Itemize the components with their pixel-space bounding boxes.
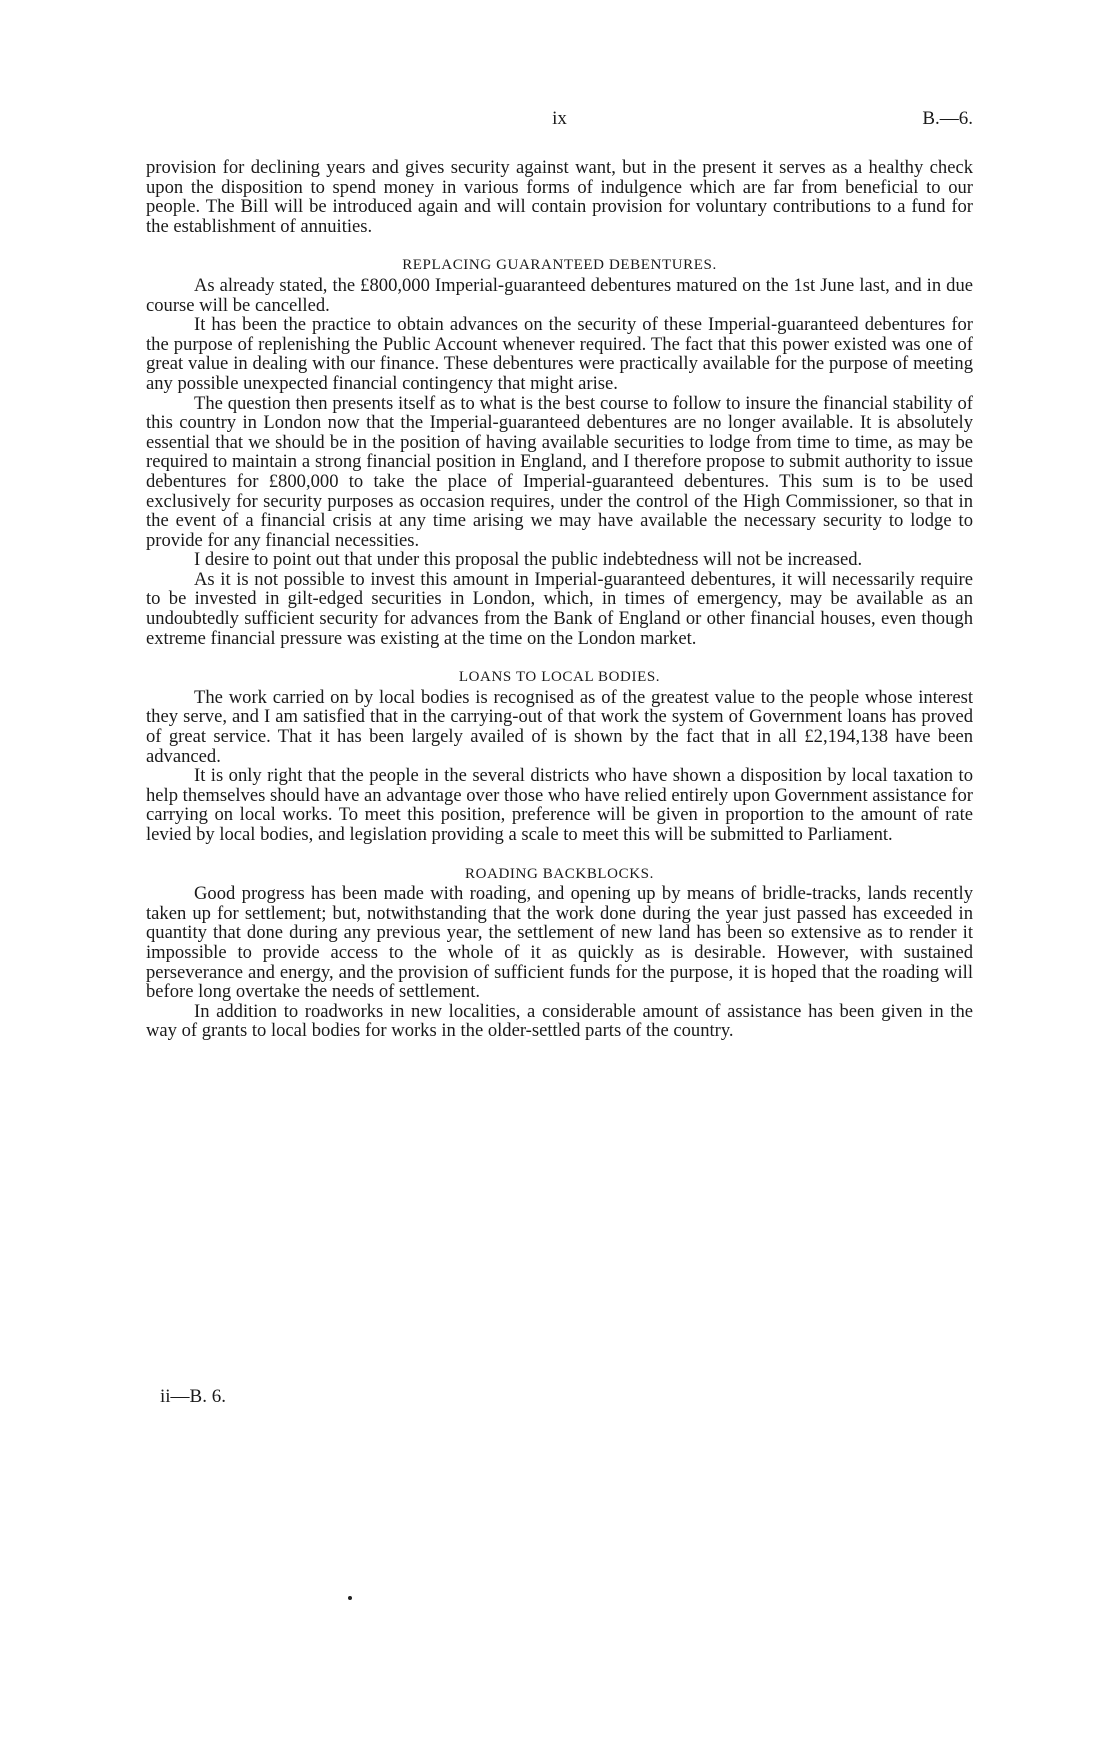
paragraph: As it is not possible to invest this amount in Imperial-guaranteed debentures, it will necessarily require to be invested in gilt-edged securities in London, which, in times of emergency, may be available as an undoubtedly sufficient security for advances from the Bank of England or other financial houses, even though extreme financial pressure was existing at the time on the London market.	[146, 568, 973, 649]
paragraph: The question then presents itself as to what is the best course to follow to insure the financial stability of this country in London now that the Imperial-guaranteed debentures are no longer available. It is absolutely essential that we should be in the position of having available securities to lodge from time to time, as may be required to maintain a strong financial position in England, and I therefore propose to submit authority to issue debentures for £800,000 to take the place of Imperial-guaranteed debentures. This sum is to be used exclusively for security purposes as occasion requires, under the control of the High Commissioner, so that in the event of a financial crisis at any time arising we may have available the necessary security to lodge to provide for any financial necessities.	[146, 392, 973, 551]
page-header	[146, 108, 973, 132]
paragraph: The work carried on by local bodies is recognised as of the greatest value to the people whose interest they serve, and I am satisfied that in the carrying-out of that work the system of Government loans has proved of great service. That it has been largely availed of is shown by the fact that in all £2,194,138 have been advanced.	[146, 686, 973, 767]
paragraph: As already stated, the £800,000 Imperial-guaranteed debentures matured on the 1st June last, and in due course will be cancelled.	[146, 274, 973, 316]
intro-paragraph: provision for declining years and gives security against want, but in the present it serves as a healthy check upon the disposition to spend money in various forms of indulgence which are far from beneficial to our people. The Bill will be introduced again and will contain provision for voluntary contributions to a fund for the establishment of annuities.	[146, 157, 973, 237]
print-dot	[348, 1596, 352, 1600]
paper-reference: B.—6.	[922, 108, 973, 129]
signature-mark: ii—B. 6.	[160, 1386, 226, 1407]
section-heading-debentures: REPLACING GUARANTEED DEBENTURES.	[402, 257, 717, 274]
section-heading-roading: ROADING BACKBLOCKS.	[465, 865, 654, 882]
section-heading-loans: LOANS TO LOCAL BODIES.	[458, 669, 661, 686]
document-body	[146, 158, 973, 1041]
paragraph: I desire to point out that under this proposal the public indebtedness will not be increased.	[194, 549, 863, 571]
paragraph: Good progress has been made with roading, and opening up by means of bridle-tracks, lands recently taken up for settlement; but, notwithstanding that the work done during the year just passed has exceeded in quantity that done during any previous year, the settlement of new land has been so extensive as to render it impossible to provide access to the whole of it as quickly as is desirable. However, with sustained perseverance and energy, and the provision of sufficient funds for the purpose, it is hoped that the roading will before long overtake the needs of settlement.	[146, 883, 973, 1003]
paragraph: It is only right that the people in the several districts who have shown a disposition by local taxation to help themselves should have an advantage over those who have relied entirely upon Government assistance for carrying on local works. To meet this position, preference will be given in proportion to the amount of rate levied by local bodies, and legislation providing a scale to meet this will be submitted to Parliament.	[146, 765, 973, 845]
paragraph: In addition to roadworks in new localities, a considerable amount of assistance has been given in the way of grants to local bodies for works in the older-settled parts of the country.	[146, 1000, 973, 1042]
paragraph: It has been the practice to obtain advances on the security of these Imperial-guaranteed debentures for the purpose of replenishing the Public Account whenever required. The fact that this power existed was one of great value in dealing with our finance. These debentures were practically available for the purpose of meeting any possible unexpected financial contingency that might arise.	[146, 314, 973, 394]
page-number: ix	[552, 108, 567, 129]
